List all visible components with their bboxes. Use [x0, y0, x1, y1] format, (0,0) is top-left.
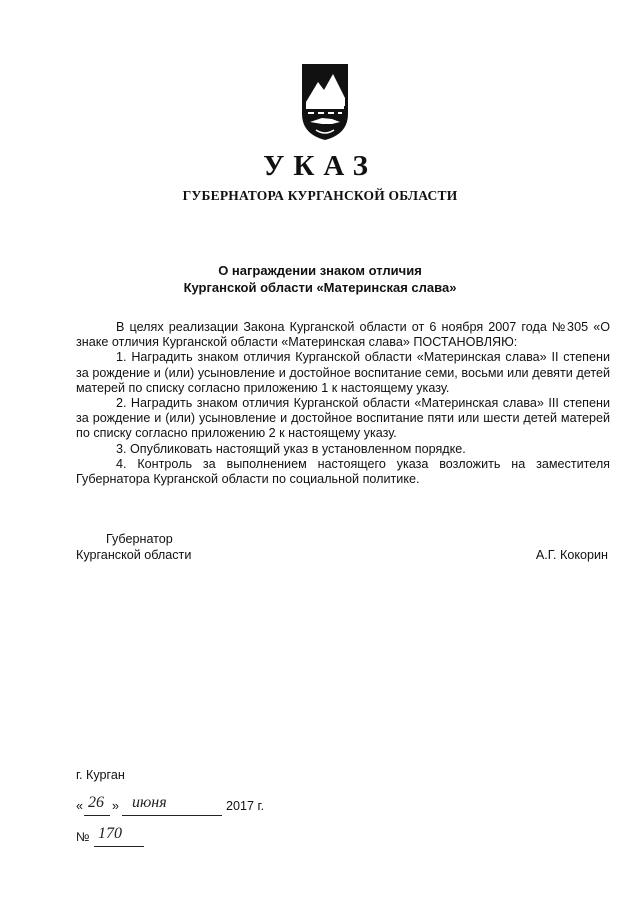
decree-body	[76, 320, 610, 487]
number-label: №	[76, 830, 90, 844]
signer-position-line1: Губернатор	[106, 532, 173, 546]
number-value-handwritten: 170	[98, 825, 122, 842]
issue-place: г. Курган	[76, 768, 125, 782]
date-open-quote: «	[76, 799, 84, 813]
body-paragraph: В целях реализации Закона Курганской области от 6 ноября 2007 года №305 «О знаке отличия Курганской области «Материнская слава» ПОСТАНОВЛЯЮ:	[76, 320, 610, 350]
decree-number	[76, 825, 196, 850]
date-day-underline	[84, 815, 110, 816]
decree-heading-line1: О награждении знаком отличия	[218, 263, 422, 278]
date-month-handwritten: июня	[132, 794, 167, 811]
signer-position-line2: Курганской области	[76, 548, 192, 562]
signer-name: А.Г. Кокорин	[535, 548, 608, 562]
issue-date	[76, 794, 336, 819]
decree-heading-line2: Курганской области «Материнская слава»	[183, 280, 457, 295]
body-paragraph: 4. Контроль за выполнением настоящего указа возложить на заместителя Губернатора Курганской области по социальной политике.	[76, 456, 610, 487]
document-subtitle: ГУБЕРНАТОРА КУРГАНСКОЙ ОБЛАСТИ	[182, 188, 458, 203]
body-paragraph: 3. Опубликовать настоящий указ в установленном порядке.	[116, 441, 466, 456]
coat-of-arms-emblem	[300, 62, 350, 142]
signature-block	[76, 531, 610, 563]
number-underline	[94, 846, 144, 847]
date-close-quote: »	[112, 799, 120, 813]
decree-heading	[0, 262, 640, 296]
document-title: УКАЗ	[263, 150, 377, 182]
body-paragraph: 1. Наградить знаком отличия Курганской области «Материнская слава» II степени за рождение и (или) усыновление и достойное воспитание семи, восьми или девяти детей матерей по списку согласно приложению 1 к настоящему указу.	[76, 350, 610, 395]
body-paragraph: 2. Наградить знаком отличия Курганской области «Материнская слава» III степени за рождение и (или) усыновление и достойное воспитание пяти или шести детей матерей по списку согласно приложению 2 к настоящему указу.	[76, 396, 610, 441]
date-month-underline	[122, 815, 222, 816]
date-day-handwritten: 26	[88, 794, 104, 811]
date-year: 2017 г.	[226, 799, 265, 813]
